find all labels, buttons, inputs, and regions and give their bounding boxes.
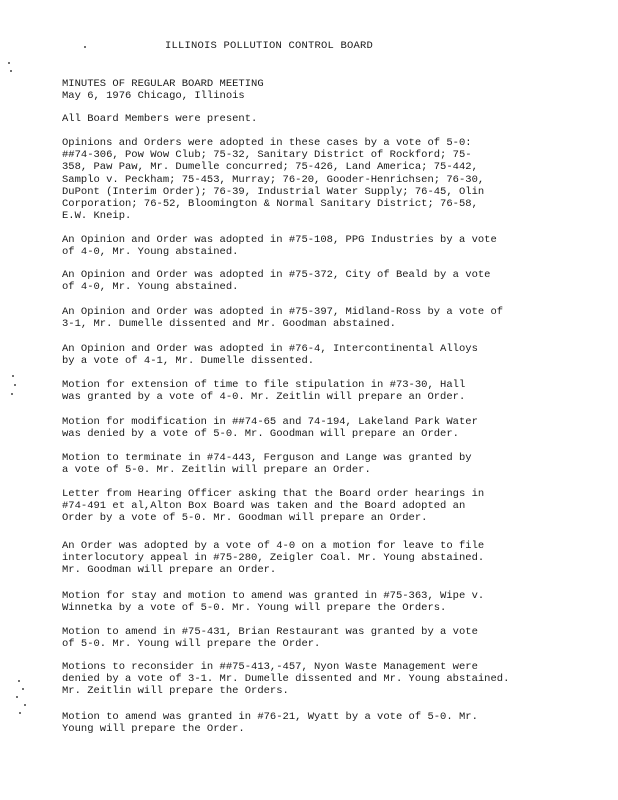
- scan-speck: [22, 688, 24, 690]
- paragraph-line: Motions to reconsider in ##75-413,-457, Nyon Waste Management were: [62, 661, 478, 673]
- paragraph-line: was denied by a vote of 5-0. Mr. Goodman will prepare an Order.: [62, 428, 459, 441]
- paragraph-line: An Opinion and Order was adopted in #76-4, Intercontinental Alloys: [62, 343, 478, 355]
- paragraph-line: ##74-306, Pow Wow Club; 75-32, Sanitary District of Rockford; 75-: [62, 149, 472, 162]
- scan-speck: [12, 375, 14, 377]
- paragraph-line: Young will prepare the Order.: [62, 723, 245, 736]
- minutes-paragraph: [62, 234, 582, 258]
- board-title: ILLINOIS POLLUTION CONTROL BOARD: [165, 40, 374, 52]
- paragraph-line: Winnetka by a vote of 5-0. Mr. Young will prepare the Orders.: [62, 602, 447, 615]
- minutes-paragraph: [62, 343, 582, 367]
- paragraph-line: Samplo v. Peckham; 75-453, Murray; 76-20, Gooder-Henrichsen; 76-30,: [62, 173, 485, 186]
- paragraph-line: An Order was adopted by a vote of 4-0 on a motion for leave to file: [62, 540, 485, 552]
- paragraph-line: An Opinion and Order was adopted in #75-397, Midland-Ross by a vote of: [62, 306, 504, 318]
- paragraph-line: denied by a vote of 3-1. Mr. Dumelle dissented and Mr. Young abstained.: [62, 673, 510, 686]
- paragraph-line: Motion to amend in #75-431, Brian Restaurant was granted by a vote: [62, 626, 478, 638]
- paragraph-line: An Opinion and Order was adopted in #75-108, PPG Industries by a vote: [62, 234, 497, 246]
- paragraph-line: Opinions and Orders were adopted in these cases by a vote of 5-0:: [62, 137, 472, 149]
- paragraph-line: a vote of 5-0. Mr. Zeitlin will prepare an Order.: [62, 464, 371, 477]
- minutes-paragraph: [62, 113, 582, 125]
- paragraph-line: Motion to terminate in #74-443, Ferguson and Lange was granted by: [62, 452, 472, 464]
- minutes-paragraph: [62, 452, 582, 476]
- paragraph-line: Motion for stay and motion to amend was granted in #75-363, Wipe v.: [62, 590, 485, 602]
- paragraph-line: Mr. Goodman will prepare an Order.: [62, 564, 277, 577]
- paragraph-line: of 5-0. Mr. Young will prepare the Order.: [62, 638, 321, 651]
- minutes-paragraph: [62, 269, 582, 293]
- paragraph-line: Corporation; 76-52, Bloomington & Normal Sanitary District; 76-58,: [62, 198, 478, 211]
- meeting-header-title: MINUTES OF REGULAR BOARD MEETING: [62, 78, 264, 90]
- paragraph-line: #74-491 et al,Alton Box Board was taken and the Board adopted an: [62, 500, 466, 513]
- minutes-paragraph: [62, 711, 582, 735]
- meeting-header-date: May 6, 1976 Chicago, Illinois: [62, 90, 245, 102]
- paragraph-line: was granted by a vote of 4-0. Mr. Zeitlin will prepare an Order.: [62, 391, 466, 404]
- paragraph-line: by a vote of 4-1, Mr. Dumelle dissented.: [62, 355, 315, 368]
- paragraph-line: All Board Members were present.: [62, 113, 258, 125]
- scan-speck: [18, 680, 20, 682]
- paragraph-line: Motion to amend was granted in #76-21, Wyatt by a vote of 5-0. Mr.: [62, 711, 478, 723]
- paragraph-line: Order by a vote of 5-0. Mr. Goodman will prepare an Order.: [62, 512, 428, 525]
- scan-speck: [24, 704, 26, 706]
- meeting-header: [62, 78, 264, 102]
- paragraph-line: of 4-0, Mr. Young abstained.: [62, 246, 239, 259]
- paragraph-line: interlocutory appeal in #75-280, Zeigler Coal. Mr. Young abstained.: [62, 552, 485, 565]
- scan-speck: [11, 393, 13, 395]
- minutes-paragraph: [62, 416, 582, 440]
- minutes-paragraph: [62, 626, 582, 650]
- minutes-paragraph: [62, 590, 582, 614]
- paragraph-line: DuPont (Interim Order); 76-39, Industrial Water Supply; 76-45, Olin: [62, 185, 485, 198]
- minutes-paragraph: [62, 488, 582, 525]
- paragraph-line: Mr. Zeitlin will prepare the Orders.: [62, 685, 289, 698]
- scan-speck: [19, 712, 21, 714]
- scan-speck: [14, 384, 16, 386]
- minutes-paragraph: [62, 661, 582, 698]
- paragraph-line: E.W. Kneip.: [62, 210, 132, 223]
- scan-speck: [84, 46, 86, 48]
- scan-speck: [8, 62, 10, 64]
- paragraph-line: An Opinion and Order was adopted in #75-372, City of Beald by a vote: [62, 269, 491, 281]
- paragraph-line: Letter from Hearing Officer asking that the Board order hearings in: [62, 488, 485, 500]
- paragraph-line: 3-1, Mr. Dumelle dissented and Mr. Goodman abstained.: [62, 318, 396, 331]
- paragraph-line: Motion for extension of time to file stipulation in #73-30, Hall: [62, 379, 466, 391]
- paragraph-line: Motion for modification in ##74-65 and 74-194, Lakeland Park Water: [62, 416, 478, 428]
- minutes-paragraph: [62, 379, 582, 403]
- paragraph-line: of 4-0, Mr. Young abstained.: [62, 281, 239, 294]
- minutes-paragraph: [62, 137, 582, 222]
- scan-speck: [10, 70, 12, 72]
- paragraph-line: 358, Paw Paw, Mr. Dumelle concurred; 75-426, Land America; 75-442,: [62, 161, 478, 174]
- scan-speck: [16, 696, 18, 698]
- minutes-paragraph: [62, 306, 582, 330]
- minutes-paragraph: [62, 540, 582, 577]
